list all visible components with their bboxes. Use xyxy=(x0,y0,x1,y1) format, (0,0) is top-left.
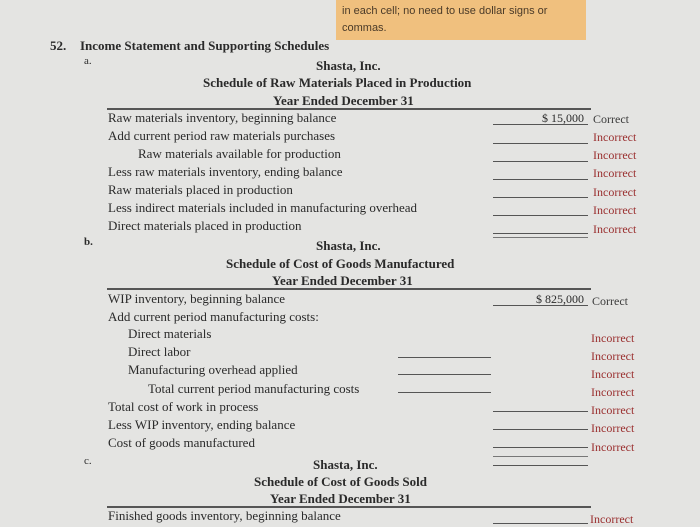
b-status-7: Incorrect xyxy=(591,421,635,435)
b-double-rule xyxy=(493,456,588,457)
b-input-overhead[interactable] xyxy=(398,379,491,393)
a-input-5[interactable] xyxy=(493,184,588,198)
tooltip-line-1: in each cell; no need to use dollar signs or xyxy=(342,5,548,17)
section-b-company: Shasta, Inc. xyxy=(316,238,381,253)
question-number: 52. xyxy=(50,38,67,53)
section-a-company: Shasta, Inc. xyxy=(316,58,381,73)
section-a-letter: a. xyxy=(84,55,92,67)
section-b-schedule-title: Schedule of Cost of Goods Manufactured xyxy=(226,256,455,271)
a-status-7: Incorrect xyxy=(593,222,637,236)
b-row-6: Total current period manufacturing costs xyxy=(148,381,360,396)
a-row-4: Less raw materials inventory, ending balance xyxy=(108,164,343,179)
a-input-2[interactable] xyxy=(493,130,588,144)
a-status-6: Incorrect xyxy=(593,203,637,217)
b-row-4: Direct labor xyxy=(128,344,191,359)
a-row-6: Less indirect materials included in manufacturing overhead xyxy=(108,200,417,215)
a-input-1[interactable]: $ 15,000 xyxy=(493,111,588,125)
section-b-period: Year Ended December 31 xyxy=(272,273,413,288)
section-b-letter: b. xyxy=(84,236,93,248)
b-row-2: Add current period manufacturing costs: xyxy=(108,309,319,324)
a-status-3: Incorrect xyxy=(593,148,637,162)
a-status-4: Incorrect xyxy=(593,166,637,180)
section-b-header-rule xyxy=(107,288,591,290)
section-c-company: Shasta, Inc. xyxy=(313,457,378,472)
a-input-6[interactable] xyxy=(493,202,588,216)
section-a-schedule-title: Schedule of Raw Materials Placed in Production xyxy=(203,75,472,90)
b-status-2: Incorrect xyxy=(591,331,635,345)
a-row-1: Raw materials inventory, beginning balance xyxy=(108,110,337,125)
a-status-2: Incorrect xyxy=(593,130,637,144)
b-status-1: Correct xyxy=(592,294,628,308)
section-c-letter: c. xyxy=(84,455,92,467)
b-row-8: Less WIP inventory, ending balance xyxy=(108,417,296,432)
b-status-4: Incorrect xyxy=(591,367,635,381)
b-input-direct-materials[interactable] xyxy=(398,344,491,358)
a-row-5: Raw materials placed in production xyxy=(108,182,293,197)
section-a-period: Year Ended December 31 xyxy=(273,93,414,108)
a-input-7[interactable] xyxy=(493,220,588,234)
b-status-6: Incorrect xyxy=(591,403,635,417)
c-input-fg-begin[interactable] xyxy=(493,510,588,524)
a-status-5: Incorrect xyxy=(593,185,637,199)
b-row-3: Direct materials xyxy=(128,326,212,341)
b-input-cogm[interactable] xyxy=(493,452,588,466)
b-row-1: WIP inventory, beginning balance xyxy=(108,291,286,306)
b-row-9: Cost of goods manufactured xyxy=(108,435,255,450)
section-c-schedule-title: Schedule of Cost of Goods Sold xyxy=(254,474,427,489)
a-double-rule xyxy=(493,237,588,238)
b-input-total-wip[interactable] xyxy=(493,416,588,430)
b-status-5: Incorrect xyxy=(591,385,635,399)
b-status-3: Incorrect xyxy=(591,349,635,363)
c-status-1: Incorrect xyxy=(590,512,634,526)
b-row-5: Manufacturing overhead applied xyxy=(128,362,298,377)
section-c-period: Year Ended December 31 xyxy=(270,491,411,506)
a-status-1: Correct xyxy=(593,112,629,126)
b-status-8: Incorrect xyxy=(591,440,635,454)
a-input-3[interactable] xyxy=(493,148,588,162)
instruction-tooltip xyxy=(336,0,586,40)
a-row-2: Add current period raw materials purchases xyxy=(108,128,336,143)
a-row-3: Raw materials available for production xyxy=(138,146,341,161)
b-row-7: Total cost of work in process xyxy=(108,399,259,414)
tooltip-line-2: commas. xyxy=(342,22,387,34)
b-input-direct-labor[interactable] xyxy=(398,361,491,375)
a-input-4[interactable] xyxy=(493,166,588,180)
b-input-total-current[interactable] xyxy=(493,398,588,412)
question-title: Income Statement and Supporting Schedules xyxy=(80,38,330,53)
c-row-1: Finished goods inventory, beginning balance xyxy=(108,508,341,523)
b-input-wip-begin[interactable]: $ 825,000 xyxy=(493,292,588,306)
a-row-7: Direct materials placed in production xyxy=(108,218,302,233)
b-input-wip-end[interactable] xyxy=(493,434,588,448)
